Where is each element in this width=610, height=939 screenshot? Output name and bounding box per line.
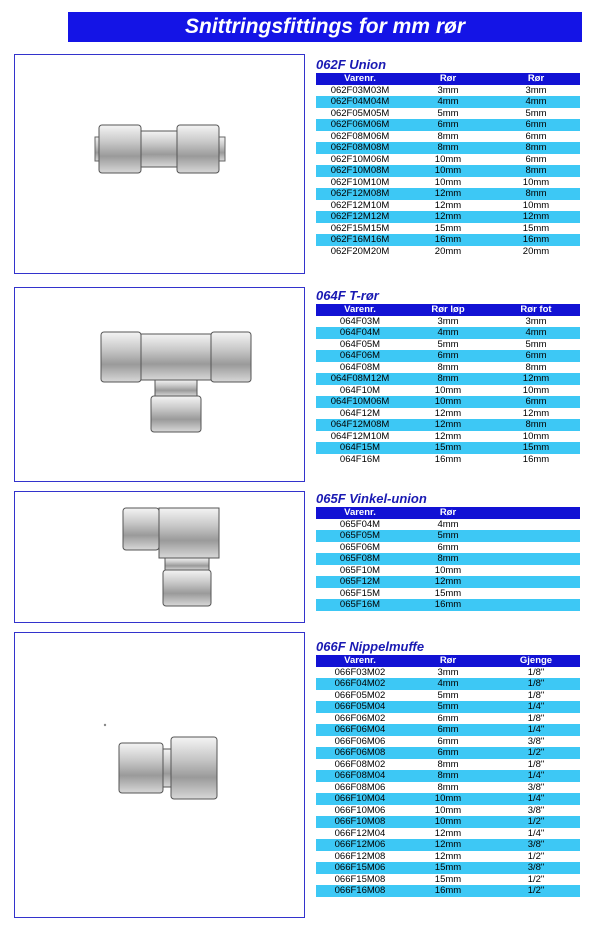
table-row [316, 747, 580, 759]
table-cell: 8mm [404, 553, 492, 565]
table-cell: 3/8" [492, 862, 580, 874]
table-cell: 5mm [404, 530, 492, 542]
table-cell: 16mm [404, 234, 492, 246]
table-cell: 1/8" [527, 758, 545, 770]
table-cell: 8mm [492, 188, 580, 200]
table-cell: 6mm [437, 735, 459, 747]
table-cell: 064F03M [339, 315, 381, 327]
table-cell: 1/4" [492, 724, 580, 736]
table-cell: 12mm [434, 850, 462, 862]
table-cell [492, 576, 580, 588]
table-header-row [316, 507, 580, 519]
table-cell: 065F12M [316, 576, 404, 588]
table-row [316, 454, 580, 466]
table-row [316, 667, 580, 679]
table-cell: 10mm [434, 384, 462, 396]
table-cell: 8mm [437, 361, 459, 373]
table-cell: 12mm [522, 407, 550, 419]
table-cell: 8mm [437, 758, 459, 770]
table-cell: 8mm [492, 142, 580, 154]
page-title-banner [68, 12, 582, 42]
table-cell: 8mm [404, 770, 492, 782]
table-cell: 20mm [522, 245, 550, 257]
table-cell: 1/8" [492, 678, 580, 690]
table-row [316, 385, 580, 397]
section-elbow [316, 491, 580, 611]
table-row [316, 350, 580, 362]
table-cell: 1/2" [527, 873, 545, 885]
table-row [316, 188, 580, 200]
table-row [316, 782, 580, 794]
table-cell: 10mm [522, 199, 550, 211]
table-row [316, 419, 580, 431]
table-cell: 12mm [404, 419, 492, 431]
table-row [316, 599, 580, 611]
table-cell: 6mm [404, 350, 492, 362]
table-cell: 16mm [404, 885, 492, 897]
table-cell: 6mm [525, 130, 547, 142]
table-cell: 12mm [434, 199, 462, 211]
table-cell: 8mm [437, 781, 459, 793]
table-cell: 4mm [492, 327, 580, 339]
table-cell: 065F05M [316, 530, 404, 542]
table-cell: 12mm [404, 576, 492, 588]
table-cell: 3/8" [492, 839, 580, 851]
table-row [316, 542, 580, 554]
table-cell: 065F06M [339, 541, 381, 553]
table-cell: 062F12M12M [316, 211, 404, 223]
table-row [316, 119, 580, 131]
table-row [316, 396, 580, 408]
table-cell: 8mm [525, 361, 547, 373]
table-cell: 4mm [404, 96, 492, 108]
table-cell [492, 599, 580, 611]
table-row [316, 805, 580, 817]
table-cell: 5mm [437, 338, 459, 350]
nipple-fitting-illustration [15, 633, 304, 917]
table-cell: 066F12M04 [334, 827, 386, 839]
table-cell: 5mm [525, 338, 547, 350]
table-row [316, 339, 580, 351]
table-row [316, 565, 580, 577]
table-header-row [316, 73, 580, 85]
table-cell: 3mm [525, 84, 547, 96]
table-cell: 064F15M [316, 442, 404, 454]
table-cell: 8mm [492, 419, 580, 431]
table-cell: 5mm [404, 701, 492, 713]
nipple-table [316, 655, 580, 897]
table-cell: 062F06M06M [316, 119, 404, 131]
table-row [316, 442, 580, 454]
table-cell: 065F04M [339, 518, 381, 530]
table-row [316, 862, 580, 874]
table-row [316, 793, 580, 805]
table-row [316, 759, 580, 771]
table-cell: 20mm [434, 245, 462, 257]
table-cell: 065F15M [339, 587, 381, 599]
table-header-row [316, 655, 580, 667]
table-row [316, 234, 580, 246]
table-row [316, 431, 580, 443]
table-cell: 6mm [492, 119, 580, 131]
table-body [316, 667, 580, 897]
table-cell: 062F08M08M [316, 142, 404, 154]
table-cell: 3/8" [527, 804, 545, 816]
table-cell: 066F16M08 [316, 885, 404, 897]
table-row [316, 839, 580, 851]
table-row [316, 85, 580, 97]
table-cell: 3mm [525, 315, 547, 327]
section-title: 062F Union [316, 57, 387, 72]
table-cell: 6mm [492, 350, 580, 362]
table-cell: 064F12M10M [330, 430, 390, 442]
table-cell: 062F05M05M [330, 107, 390, 119]
column-header: Rør [404, 73, 492, 85]
table-cell: 064F12M08M [316, 419, 404, 431]
table-row [316, 690, 580, 702]
table-body [316, 519, 580, 611]
table-row [316, 362, 580, 374]
table-cell: 062F12M08M [316, 188, 404, 200]
table-cell: 066F10M06 [334, 804, 386, 816]
table-cell: 10mm [434, 153, 462, 165]
table-cell: 062F03M03M [330, 84, 390, 96]
table-cell: 10mm [522, 384, 550, 396]
table-cell: 10mm [434, 804, 462, 816]
elbow-table [316, 507, 580, 611]
section-title: 064F T-rør [316, 288, 379, 303]
table-cell: 6mm [525, 153, 547, 165]
table-cell: 062F10M08M [316, 165, 404, 177]
table-row [316, 327, 580, 339]
table-cell: 066F08M02 [334, 758, 386, 770]
table-cell: 064F16M [339, 453, 381, 465]
table-cell: 1/4" [492, 770, 580, 782]
column-header: Rør [404, 655, 492, 667]
table-cell: 062F08M06M [330, 130, 390, 142]
column-header: Rør [404, 507, 492, 519]
table-cell: 5mm [437, 689, 459, 701]
elbow-fitting-illustration [15, 492, 304, 622]
table-cell: 064F04M [316, 327, 404, 339]
table-row [316, 713, 580, 725]
table-cell: 066F06M06 [334, 735, 386, 747]
column-header: Varenr. [316, 655, 404, 667]
table-cell: 066F15M08 [334, 873, 386, 885]
table-cell: 15mm [492, 442, 580, 454]
table-cell: 5mm [525, 107, 547, 119]
table-cell: 8mm [492, 165, 580, 177]
table-cell: 064F12M [339, 407, 381, 419]
table-cell: 4mm [437, 518, 459, 530]
table-row [316, 165, 580, 177]
table-cell: 1/2" [527, 850, 545, 862]
table-cell: 066F05M04 [316, 701, 404, 713]
table-cell: 3/8" [527, 781, 545, 793]
union-table [316, 73, 580, 257]
table-row [316, 701, 580, 713]
union-fitting-illustration [15, 55, 304, 273]
page-title: Snittringsfittings for mm rør [185, 15, 465, 38]
table-cell: 5mm [437, 107, 459, 119]
table-row [316, 131, 580, 143]
table-cell [492, 542, 580, 554]
table-cell: 064F08M [339, 361, 381, 373]
section-t-piece [316, 288, 580, 465]
table-cell: 16mm [434, 453, 462, 465]
table-cell: 066F05M02 [334, 689, 386, 701]
table-cell: 1/8" [527, 689, 545, 701]
table-cell: 066F15M06 [316, 862, 404, 874]
column-header: Rør løp [404, 304, 492, 316]
table-cell: 066F10M08 [316, 816, 404, 828]
table-cell: 062F10M06M [330, 153, 390, 165]
table-row [316, 588, 580, 600]
table-row [316, 142, 580, 154]
table-cell: 062F04M04M [316, 96, 404, 108]
table-cell: 10mm [434, 176, 462, 188]
table-cell: 6mm [404, 724, 492, 736]
table-cell: 15mm [404, 442, 492, 454]
table-body [316, 316, 580, 466]
table-cell: 064F05M [339, 338, 381, 350]
table-cell: 066F06M08 [316, 747, 404, 759]
table-cell: 066F04M02 [316, 678, 404, 690]
table-cell: 1/2" [492, 885, 580, 897]
column-header: Gjenge [492, 655, 580, 667]
table-cell: 064F06M [316, 350, 404, 362]
table-row [316, 316, 580, 328]
table-cell: 1/4" [492, 793, 580, 805]
table-cell: 15mm [434, 222, 462, 234]
table-cell: 065F08M [316, 553, 404, 565]
table-cell: 10mm [522, 430, 550, 442]
table-cell: 12mm [404, 188, 492, 200]
table-cell: 16mm [522, 453, 550, 465]
section-title: 066F Nippelmuffe [316, 639, 425, 654]
table-cell: 15mm [404, 862, 492, 874]
table-cell: 10mm [522, 176, 550, 188]
section-union [316, 57, 580, 257]
table-cell: 10mm [434, 564, 462, 576]
table-cell: 12mm [434, 407, 462, 419]
table-cell: 066F06M02 [334, 712, 386, 724]
table-row [316, 177, 580, 189]
table-cell: 066F10M04 [316, 793, 404, 805]
section-nipple [316, 639, 580, 897]
table-row [316, 770, 580, 782]
table-row [316, 851, 580, 863]
column-header: Rør fot [492, 304, 580, 316]
table-cell: 12mm [492, 211, 580, 223]
table-cell: 3mm [437, 666, 459, 678]
table-cell: 4mm [492, 96, 580, 108]
table-row [316, 373, 580, 385]
table-cell: 4mm [404, 327, 492, 339]
table-cell: 065F10M [339, 564, 381, 576]
column-header: Rør [492, 73, 580, 85]
table-cell: 6mm [437, 712, 459, 724]
column-header [492, 507, 580, 519]
table-header-row [316, 304, 580, 316]
table-cell: 10mm [404, 793, 492, 805]
table-cell: 062F20M20M [330, 245, 390, 257]
t-piece-table [316, 304, 580, 465]
table-row [316, 223, 580, 235]
table-row [316, 724, 580, 736]
table-cell: 8mm [404, 373, 492, 385]
table-cell: 12mm [404, 839, 492, 851]
table-row [316, 736, 580, 748]
table-cell: 10mm [404, 396, 492, 408]
section-title: 065F Vinkel-union [316, 491, 427, 506]
table-cell [492, 519, 580, 531]
table-cell: 6mm [404, 119, 492, 131]
table-cell: 10mm [404, 165, 492, 177]
table-cell: 066F06M04 [316, 724, 404, 736]
column-header: Varenr. [316, 73, 404, 85]
table-cell: 12mm [492, 373, 580, 385]
table-cell [492, 553, 580, 565]
table-cell: 12mm [404, 211, 492, 223]
table-cell: 16mm [404, 599, 492, 611]
table-cell: 6mm [404, 747, 492, 759]
table-body [316, 85, 580, 258]
table-cell: 4mm [404, 678, 492, 690]
table-cell: 062F12M10M [330, 199, 390, 211]
table-cell: 3/8" [527, 735, 545, 747]
table-row [316, 408, 580, 420]
table-row [316, 828, 580, 840]
table-cell: 066F12M08 [334, 850, 386, 862]
elbow-photo [14, 491, 305, 623]
table-cell: 062F16M16M [316, 234, 404, 246]
table-row [316, 553, 580, 565]
table-row [316, 885, 580, 897]
table-cell: 1/2" [492, 816, 580, 828]
table-cell: 062F15M15M [330, 222, 390, 234]
table-cell: 1/4" [492, 701, 580, 713]
table-cell: 064F10M06M [316, 396, 404, 408]
table-cell: 066F03M02 [334, 666, 386, 678]
table-cell: 6mm [492, 396, 580, 408]
table-cell: 10mm [404, 816, 492, 828]
table-cell: 064F08M12M [316, 373, 404, 385]
table-cell: 062F10M10M [330, 176, 390, 188]
table-cell: 064F10M [339, 384, 381, 396]
table-row [316, 519, 580, 531]
table-row [316, 530, 580, 542]
table-cell [492, 565, 580, 577]
table-row [316, 154, 580, 166]
table-cell: 065F16M [316, 599, 404, 611]
table-row [316, 576, 580, 588]
table-cell: 12mm [434, 827, 462, 839]
table-cell: 8mm [404, 142, 492, 154]
t-piece-photo [14, 287, 305, 482]
table-cell: 066F08M06 [334, 781, 386, 793]
union-photo [14, 54, 305, 274]
table-row [316, 678, 580, 690]
t-piece-fitting-illustration [15, 288, 304, 481]
table-cell: 15mm [434, 587, 462, 599]
table-cell: 066F12M06 [316, 839, 404, 851]
table-row [316, 200, 580, 212]
table-cell: 1/8" [527, 666, 545, 678]
table-row [316, 211, 580, 223]
table-cell: 1/2" [492, 747, 580, 759]
table-row [316, 874, 580, 886]
table-cell: 3mm [437, 315, 459, 327]
table-cell: 3mm [437, 84, 459, 96]
table-cell [492, 530, 580, 542]
table-row [316, 108, 580, 120]
table-cell: 15mm [522, 222, 550, 234]
table-cell: 16mm [492, 234, 580, 246]
column-header: Varenr. [316, 304, 404, 316]
table-cell: 15mm [434, 873, 462, 885]
column-header: Varenr. [316, 507, 404, 519]
table-cell: 8mm [437, 130, 459, 142]
table-row [316, 246, 580, 258]
table-cell: 1/8" [527, 712, 545, 724]
nipple-photo [14, 632, 305, 918]
table-row [316, 96, 580, 108]
table-row [316, 816, 580, 828]
table-cell [492, 588, 580, 600]
table-cell: 1/4" [527, 827, 545, 839]
table-cell: 6mm [437, 541, 459, 553]
table-cell: 066F08M04 [316, 770, 404, 782]
table-cell: 12mm [434, 430, 462, 442]
